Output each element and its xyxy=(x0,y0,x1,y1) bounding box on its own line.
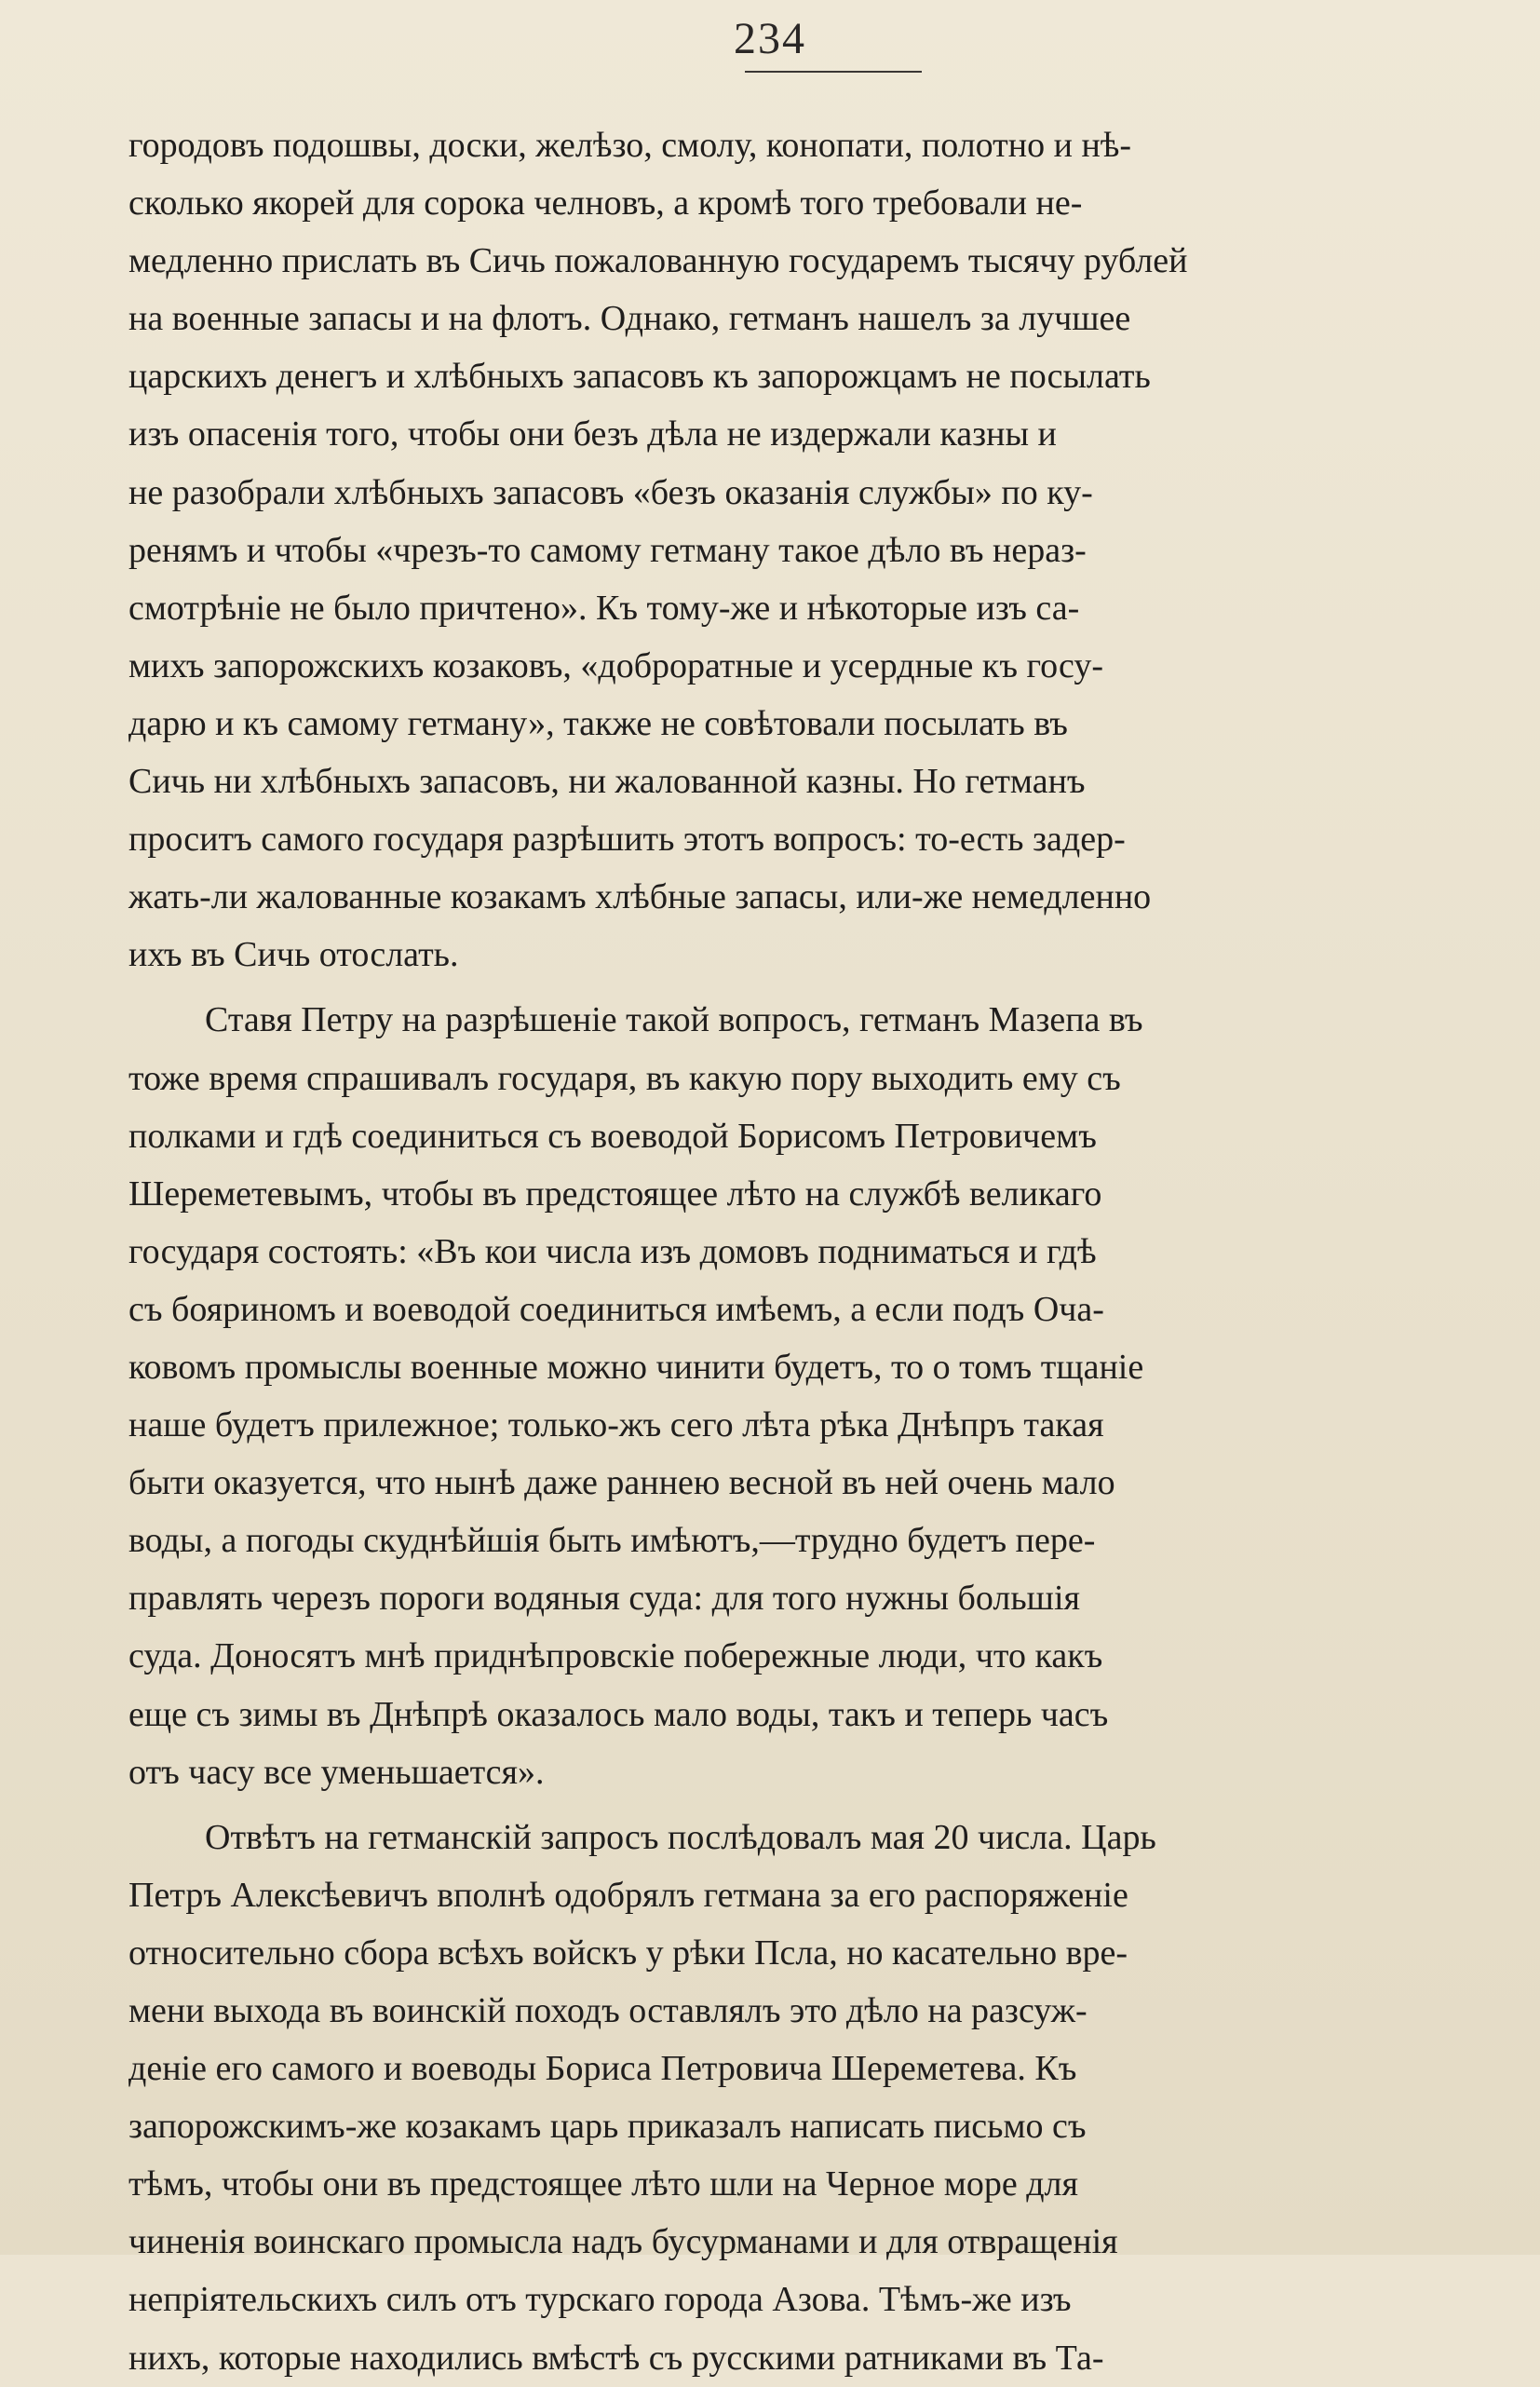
text-line: быти оказуется, что нынѣ даже раннею весной въ ней очень мало xyxy=(128,1463,1115,1503)
paragraph-2 xyxy=(128,991,1503,1800)
text-line: ренямъ и чтобы «чрезъ-то самому гетману такое дѣло въ нераз- xyxy=(128,530,1087,570)
text-line: городовъ подошвы, доски, желѣзо, смолу, конопати, полотно и нѣ- xyxy=(128,126,1132,165)
text-line: Сичь ни хлѣбныхъ запасовъ, ни жалованной казны. Но гетманъ xyxy=(128,762,1086,802)
text-line: медленно прислать въ Сичь пожалованную государемъ тысячу рублей xyxy=(128,241,1188,281)
text-line: непріятельскихъ силъ отъ турскаго города Азова. Тѣмъ-же изъ xyxy=(128,2280,1072,2320)
text-line: смотрѣніе не было причтено». Къ тому-же и нѣкоторые изъ са- xyxy=(128,588,1080,628)
text-line: тоже время спрашивалъ государя, въ какую пору выходить ему съ xyxy=(128,1058,1121,1098)
text-line: Отвѣтъ на гетманскій запросъ послѣдовалъ мая 20 числа. Царь xyxy=(205,1817,1156,1857)
text-line: суда. Доносятъ мнѣ приднѣпровскіе побережные люди, что какъ xyxy=(128,1636,1103,1676)
text-line: тѣмъ, чтобы они въ предстоящее лѣто шли на Черное море для xyxy=(128,2164,1078,2204)
text-line: государя состоять: «Въ кои числа изъ домовъ подниматься и гдѣ xyxy=(128,1231,1097,1271)
paragraph-1 xyxy=(128,116,1503,983)
text-line: царскихъ денегъ и хлѣбныхъ запасовъ къ запорожцамъ не посылать xyxy=(128,357,1151,397)
text-line: Петръ Алексѣевичъ вполнѣ одобрялъ гетмана за его распоряженіе xyxy=(128,1875,1128,1915)
text-line: правлять черезъ пороги водяныя суда: для того нужны большія xyxy=(128,1579,1080,1619)
text-line: еще съ зимы въ Днѣпрѣ оказалось мало воды, такъ и теперь часъ xyxy=(128,1694,1109,1734)
text-line: чиненія воинскаго промысла надъ бусурманами и для отвращенія xyxy=(128,2222,1118,2262)
text-line: съ бояриномъ и воеводой соединиться имѣемъ, а если подъ Оча- xyxy=(128,1289,1104,1329)
text-line: запорожскимъ-же козакамъ царь приказалъ написать письмо съ xyxy=(128,2107,1087,2147)
text-line: сколько якорей для сорока челновъ, а кромѣ того требовали не- xyxy=(128,183,1083,224)
text-line: михъ запорожскихъ козаковъ, «доброратные и усердные къ госу- xyxy=(128,645,1104,685)
text-line: относительно сбора всѣхъ войскъ у рѣки Псла, но касательно вре- xyxy=(128,1933,1128,1973)
text-line: Шереметевымъ, чтобы въ предстоящее лѣто на службѣ великаго xyxy=(128,1173,1102,1214)
text-line: ковомъ промыслы военные можно чинити будетъ, то о томъ тщаніе xyxy=(128,1347,1144,1387)
text-line: проситъ самого государя разрѣшить этотъ вопросъ: то-есть задер- xyxy=(128,820,1126,860)
text-line: наше будетъ прилежное; только-жъ сего лѣта рѣка Днѣпръ такая xyxy=(128,1405,1104,1445)
header-rule xyxy=(745,71,922,73)
text-line: Ставя Петру на разрѣшеніе такой вопросъ, гетманъ Мазепа въ xyxy=(205,1000,1143,1040)
text-line: изъ опасенія того, чтобы они безъ дѣла не издержали казны и xyxy=(128,414,1057,454)
text-line: воды, а погоды скуднѣйшія быть имѣютъ,—трудно будетъ пере- xyxy=(128,1521,1096,1561)
text-line: отъ часу все уменьшается». xyxy=(128,1752,545,1792)
page-number: 234 xyxy=(734,14,806,63)
body-text xyxy=(128,116,1503,2387)
text-line: жать-ли жалованные козакамъ хлѣбные запасы, или-же немедленно xyxy=(128,877,1152,917)
text-line: мени выхода въ воинскій походъ оставлялъ это дѣло на разсуж- xyxy=(128,1991,1087,2030)
text-line: ихъ въ Сичь отослать. xyxy=(128,935,459,975)
text-line: дарю и къ самому гетману», также не совѣтовали посылать въ xyxy=(128,703,1068,743)
text-line: не разобрали хлѣбныхъ запасовъ «безъ оказанія службы» по ку- xyxy=(128,472,1093,512)
text-line: полками и гдѣ соединиться съ воеводой Борисомъ Петровичемъ xyxy=(128,1116,1097,1156)
paragraph-3 xyxy=(128,1809,1503,2387)
text-line: нихъ, которые находились вмѣстѣ съ русскими ратниками въ Та- xyxy=(128,2338,1104,2378)
text-line: деніе его самого и воеводы Бориса Петровича Шереметева. Къ xyxy=(128,2049,1077,2089)
text-line: на военные запасы и на флотъ. Однако, гетманъ нашелъ за лучшее xyxy=(128,299,1131,339)
